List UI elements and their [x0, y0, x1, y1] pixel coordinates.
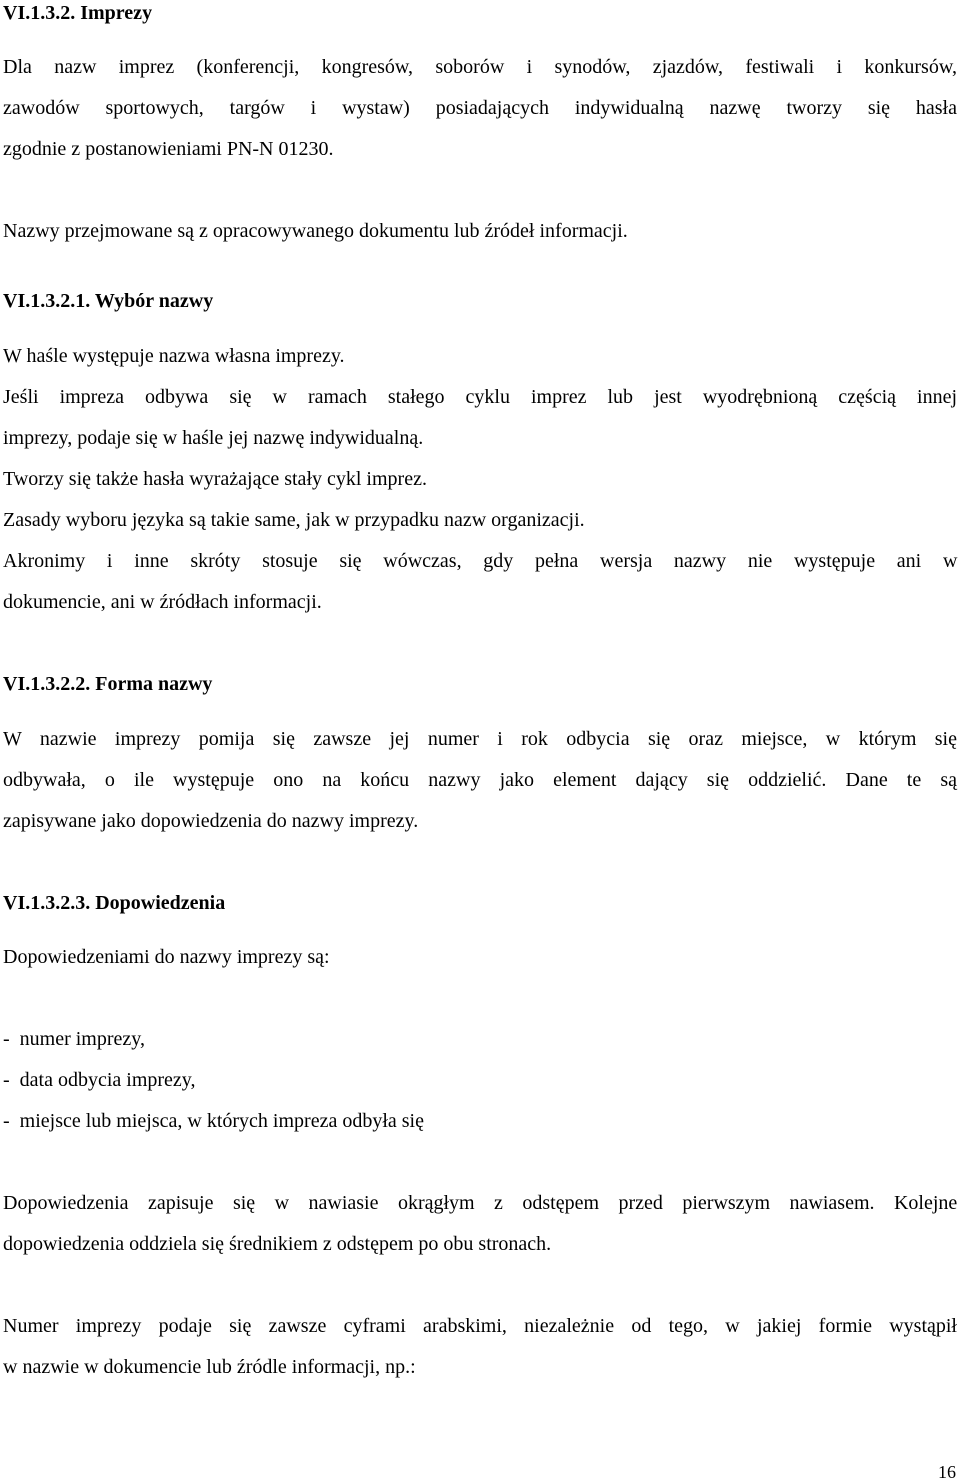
list-item: - data odbycia imprezy,: [3, 1069, 196, 1091]
subsection-3-heading: VI.1.3.2.3. Dopowiedzenia: [3, 892, 226, 914]
subsection-2-line-1: W nazwie imprezy pomija się zawsze jej numer i rok odbycia się oraz miejsce, w którym się: [3, 728, 957, 750]
paragraph-2-line-1: Numer imprezy podaje się zawsze cyframi arabskimi, niezależnie od tego, w jakiej formie wystąpił: [3, 1315, 957, 1337]
list-item: - numer imprezy,: [3, 1028, 145, 1050]
subsection-2-heading: VI.1.3.2.2. Forma nazwy: [3, 673, 213, 695]
intro-line-3: zgodnie z postanowieniami PN-N 01230.: [3, 138, 334, 160]
subsection-1-line-6: Akronimy i inne skróty stosuje się wówczas, gdy pełna wersja nazwy nie występuje ani w: [3, 550, 958, 572]
subsection-1-line-1: W haśle występuje nazwa własna imprezy.: [3, 345, 345, 367]
subsection-1-line-4: Tworzy się także hasła wyrażające stały cykl imprez.: [3, 468, 427, 490]
names-source-paragraph: Nazwy przejmowane są z opracowywanego dokumentu lub źródeł informacji.: [3, 220, 628, 242]
page-number: 16: [938, 1462, 956, 1482]
section-heading: VI.1.3.2. Imprezy: [3, 2, 153, 24]
list-item: - miejsce lub miejsca, w których impreza odbyła się: [3, 1110, 424, 1132]
subsection-1-heading: VI.1.3.2.1. Wybór nazwy: [3, 290, 214, 312]
subsection-2-line-2: odbywała, o ile występuje ono na końcu nazwy jako element dający się oddzielić. Dane te są: [3, 769, 957, 791]
subsection-1-line-3: imprezy, podaje się w haśle jej nazwę indywidualną.: [3, 427, 424, 449]
subsection-1-line-7: dokumencie, ani w źródłach informacji.: [3, 591, 322, 613]
intro-line-2: zawodów sportowych, targów i wystaw) posiadających indywidualną nazwę tworzy się hasła: [3, 97, 957, 119]
paragraph-2-line-2: w nazwie w dokumencie lub źródle informacji, np.:: [3, 1356, 416, 1378]
subsection-1-line-5: Zasady wyboru języka są takie same, jak w przypadku nazw organizacji.: [3, 509, 585, 531]
intro-line-1: Dla nazw imprez (konferencji, kongresów, soborów i synodów, zjazdów, festiwali i konkursów,: [3, 56, 957, 78]
paragraph-1-line-2: dopowiedzenia oddziela się średnikiem z odstępem po obu stronach.: [3, 1233, 552, 1255]
paragraph-1-line-1: Dopowiedzenia zapisuje się w nawiasie okrągłym z odstępem przed pierwszym nawiasem. Kolejne: [3, 1192, 958, 1214]
subsection-2-line-3: zapisywane jako dopowiedzenia do nazwy imprezy.: [3, 810, 419, 832]
subsection-1-line-2: Jeśli impreza odbywa się w ramach stałego cyklu imprez lub jest wyodrębnioną częścią innej: [3, 386, 957, 408]
subsection-3-intro: Dopowiedzeniami do nazwy imprezy są:: [3, 946, 330, 968]
